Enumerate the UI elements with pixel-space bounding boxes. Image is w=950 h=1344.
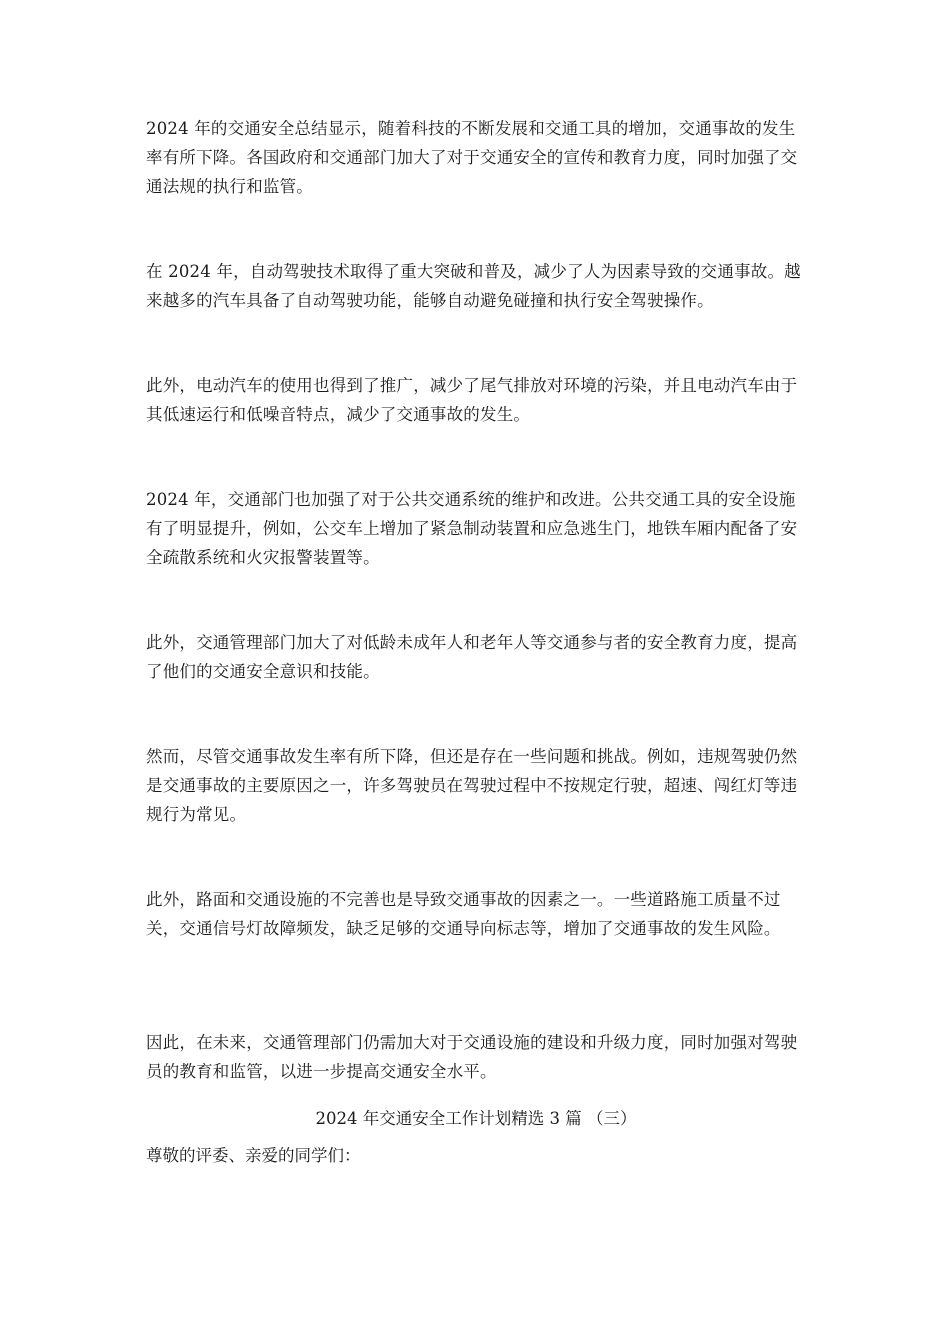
section-heading: 2024 年交通安全工作计划精选 3 篇 （三）	[315, 1109, 637, 1128]
paragraph: 此外，交通管理部门加大了对低龄未成年人和老年人等交通参与者的安全教育力度，提高了他们的交通安全意识和技能。	[146, 633, 798, 681]
salutation: 尊敬的评委、亲爱的同学们：	[146, 1146, 361, 1165]
paragraph: 在 2024 年，自动驾驶技术取得了重大突破和普及，减少了人为因素导致的交通事故。越来越多的汽车具备了自动驾驶功能，能够自动避免碰撞和执行安全驾驶操作。	[146, 262, 801, 310]
paragraph: 此外，路面和交通设施的不完善也是导致交通事故的因素之一。一些道路施工质量不过关，交通信号灯故障频发，缺乏足够的交通导向标志等，增加了交通事故的发生风险。	[146, 890, 781, 938]
paragraph: 2024 年，交通部门也加强了对于公共交通系统的维护和改进。公共交通工具的安全设施有了明显提升，例如，公交车上增加了紧急制动装置和应急逃生门，地铁车厢内配备了安全疏散系统和火灾报警装置等。	[146, 490, 798, 567]
paragraph: 因此，在未来，交通管理部门仍需加大对于交通设施的建设和升级力度，同时加强对驾驶员的教育和监管，以进一步提高交通安全水平。	[146, 1033, 798, 1081]
paragraph: 然而，尽管交通事故发生率有所下降，但还是存在一些问题和挑战。例如，违规驾驶仍然是交通事故的主要原因之一，许多驾驶员在驾驶过程中不按规定行驶，超速、闯红灯等违规行为常见。	[146, 747, 798, 824]
paragraph: 2024 年的交通安全总结显示，随着科技的不断发展和交通工具的增加，交通事故的发生率有所下降。各国政府和交通部门加大了对于交通安全的宣传和教育力度，同时加强了交通法规的执行和监管。	[146, 119, 798, 196]
paragraph: 此外，电动汽车的使用也得到了推广，减少了尾气排放对环境的污染，并且电动汽车由于其低速运行和低噪音特点，减少了交通事故的发生。	[146, 376, 798, 424]
